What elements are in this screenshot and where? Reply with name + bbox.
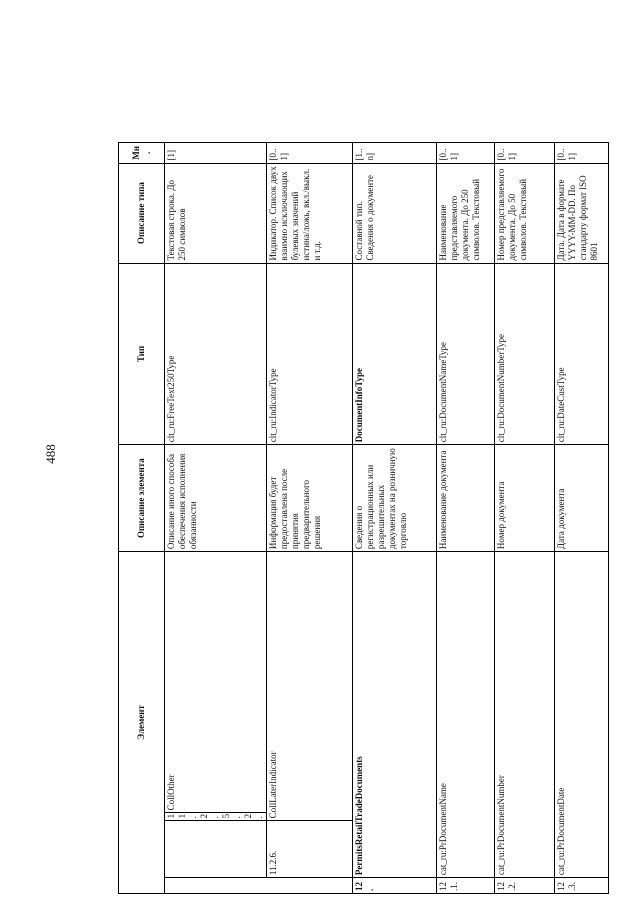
multiplicity: [1] bbox=[165, 143, 267, 164]
element-type: clt_ru:IndicatorType bbox=[266, 263, 352, 445]
element-name: PermitsRetailTradeDocuments bbox=[352, 552, 436, 878]
type-description: Наименование представляемого документа. До 250 символов. Текстовый bbox=[436, 163, 494, 263]
header-description: Описание элемента bbox=[119, 445, 165, 552]
element-type: clt_ru:DateCustType bbox=[554, 263, 608, 445]
element-type: DocumentInfoType bbox=[352, 263, 436, 445]
element-name: cat_ru:PrDocumentDate bbox=[554, 552, 608, 878]
row-number: 12.1. bbox=[436, 878, 494, 894]
type-description: Номер представляемого документа. До 50 символов. Текстовый bbox=[494, 163, 554, 263]
row-number: 12. bbox=[352, 878, 436, 894]
table-row bbox=[266, 143, 352, 894]
element-description: Сведения о регистрационных или разрешительных документах на розничную торговлю bbox=[352, 445, 436, 552]
table-row bbox=[554, 143, 608, 894]
multiplicity: [0..1] bbox=[554, 143, 608, 164]
element-name: CollLaterIndicator bbox=[266, 552, 352, 821]
header-type-description: Описание типа bbox=[119, 163, 165, 263]
element-name: cat_ru:PrDocumentNumber bbox=[494, 552, 554, 878]
table-row bbox=[352, 143, 436, 894]
indent-cell bbox=[165, 821, 267, 878]
type-description: Индикатор. Список двух взаимно исключающих булевых значений истина/ложь, вкл./выкл. и т.д. bbox=[266, 163, 352, 263]
table-row bbox=[494, 143, 554, 894]
row-number: 12.3. bbox=[554, 878, 608, 894]
schema-table bbox=[118, 142, 609, 894]
element-name: cat_ru:PrDocumentName bbox=[436, 552, 494, 878]
header-row bbox=[119, 143, 165, 894]
element-type: clt_ru:FreeText250Type bbox=[165, 263, 267, 445]
document-table-rotated bbox=[118, 142, 599, 894]
indent-cell bbox=[165, 878, 267, 894]
page-number: 488 bbox=[43, 444, 58, 464]
type-description: Текстовая строка. До 250 символов bbox=[165, 163, 267, 263]
multiplicity: [1..n] bbox=[352, 143, 436, 164]
header-multiplicity: Мн. bbox=[119, 143, 165, 164]
type-description: Составной тип. Сведения о документе bbox=[352, 163, 436, 263]
row-number: 11.2.6. bbox=[266, 821, 352, 878]
type-description: Дата. Дата в формате YYYY-MM-DD. По стандарту формат ISO 8601 bbox=[554, 163, 608, 263]
multiplicity: [0..1] bbox=[266, 143, 352, 164]
row-number: 11.2.5.2. bbox=[165, 813, 267, 821]
row-number: 12.2. bbox=[494, 878, 554, 894]
header-type: Тип bbox=[119, 263, 165, 445]
header-element: Элемент bbox=[119, 552, 165, 894]
element-description: Информация будет предоставлена после принятия предварительного решения bbox=[266, 445, 352, 552]
element-description: Наименование документа bbox=[436, 445, 494, 552]
element-description: Описание иного способа обеспечения исполнения обязанности bbox=[165, 445, 267, 552]
indent-cell bbox=[266, 878, 352, 894]
element-description: Номер документа bbox=[494, 445, 554, 552]
table-row bbox=[436, 143, 494, 894]
multiplicity: [0..1] bbox=[494, 143, 554, 164]
element-type: clt_ru:DocumentNameType bbox=[436, 263, 494, 445]
element-description: Дата документа bbox=[554, 445, 608, 552]
table-row bbox=[165, 143, 267, 894]
element-type: clt_ru:DocumentNumberType bbox=[494, 263, 554, 445]
element-name: CollOther bbox=[165, 552, 267, 813]
multiplicity: [0..1] bbox=[436, 143, 494, 164]
